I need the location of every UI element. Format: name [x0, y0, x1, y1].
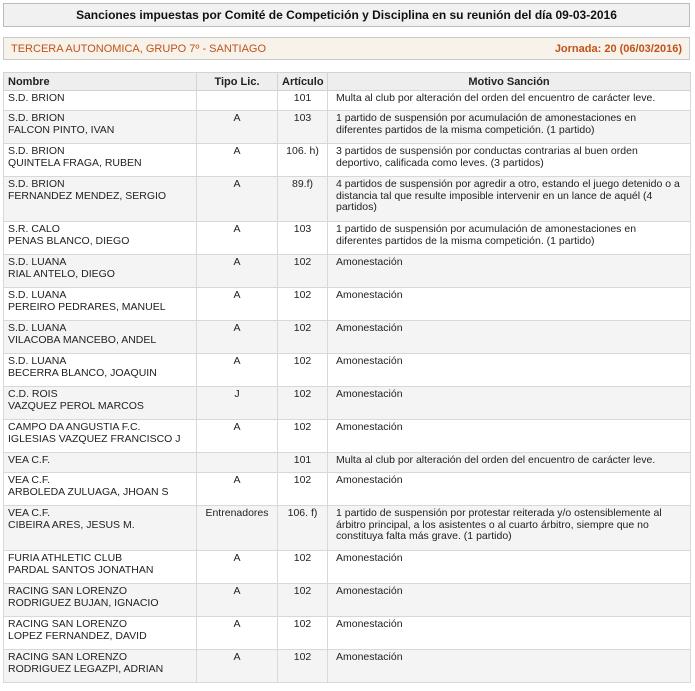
cell-nombre: [4, 177, 197, 222]
cell-tipo-licencia: [197, 453, 278, 473]
club-name: S.D. BRION: [8, 146, 65, 157]
cell-nombre: [4, 321, 197, 354]
cell-motivo-sancion: Amonestación: [328, 420, 691, 453]
cell-nombre: [4, 91, 197, 111]
cell-tipo-licencia: A: [197, 255, 278, 288]
cell-tipo-licencia: A: [197, 177, 278, 222]
cell-tipo-licencia: Entrenadores: [197, 506, 278, 551]
player-name: RODRIGUEZ BUJAN, IGNACIO: [8, 597, 159, 609]
cell-nombre: [4, 420, 197, 453]
cell-nombre: [4, 144, 197, 177]
cell-nombre: [4, 506, 197, 551]
cell-articulo: 103: [278, 222, 328, 255]
player-name: BECERRA BLANCO, JOAQUIN: [8, 367, 157, 379]
player-name: PARDAL SANTOS JONATHAN: [8, 564, 154, 576]
player-name: FALCON PINTO, IVAN: [8, 124, 115, 136]
cell-tipo-licencia: A: [197, 354, 278, 387]
cell-nombre: [4, 473, 197, 506]
cell-motivo-sancion: 1 partido de suspensión por acumulación de amonestaciones en diferentes partidos de la misma competición. (1 partido): [328, 222, 691, 255]
table-row: [4, 288, 691, 321]
cell-articulo: 106. h): [278, 144, 328, 177]
player-name: VAZQUEZ PEROL MARCOS: [8, 400, 144, 412]
cell-articulo: 102: [278, 650, 328, 683]
club-name: VEA C.F.: [8, 508, 51, 519]
table-row: [4, 420, 691, 453]
table-header-row: [4, 73, 691, 91]
player-name: VILACOBA MANCEBO, ANDEL: [8, 334, 157, 346]
page-title: [3, 3, 690, 27]
club-name: S.D. BRION: [8, 113, 65, 124]
cell-tipo-licencia: A: [197, 288, 278, 321]
column-header-motivo: Motivo Sanción: [328, 73, 691, 91]
table-row: [4, 91, 691, 111]
cell-nombre: [4, 453, 197, 473]
player-name: RIAL ANTELO, DIEGO: [8, 268, 115, 280]
cell-articulo: 106. f): [278, 506, 328, 551]
cell-tipo-licencia: A: [197, 650, 278, 683]
cell-tipo-licencia: A: [197, 144, 278, 177]
cell-articulo: 102: [278, 473, 328, 506]
club-name: RACING SAN LORENZO: [8, 652, 128, 663]
cell-articulo: 102: [278, 288, 328, 321]
table-row: [4, 650, 691, 683]
cell-tipo-licencia: A: [197, 551, 278, 584]
cell-articulo: 102: [278, 551, 328, 584]
cell-motivo-sancion: Amonestación: [328, 354, 691, 387]
cell-nombre: [4, 354, 197, 387]
cell-motivo-sancion: Multa al club por alteración del orden del encuentro de carácter leve.: [328, 453, 691, 473]
player-name: ARBOLEDA ZULUAGA, JHOAN S: [8, 486, 169, 498]
club-name: FURIA ATHLETIC CLUB: [8, 553, 123, 564]
cell-nombre: [4, 222, 197, 255]
cell-motivo-sancion: Amonestación: [328, 650, 691, 683]
club-name: RACING SAN LORENZO: [8, 619, 128, 630]
cell-articulo: 102: [278, 420, 328, 453]
table-row: [4, 111, 691, 144]
player-name: QUINTELA FRAGA, RUBEN: [8, 157, 142, 169]
cell-tipo-licencia: A: [197, 473, 278, 506]
club-name: VEA C.F.: [8, 455, 51, 466]
player-name: FERNANDEZ MENDEZ, SERGIO: [8, 190, 167, 202]
club-name: C.D. ROIS: [8, 389, 58, 400]
cell-nombre: [4, 551, 197, 584]
cell-tipo-licencia: [197, 91, 278, 111]
cell-motivo-sancion: Amonestación: [328, 387, 691, 420]
cell-motivo-sancion: Amonestación: [328, 617, 691, 650]
club-name: S.D. LUAÑA: [8, 323, 67, 334]
club-name: S.D. BRION: [8, 93, 65, 104]
club-name: CAMPO DA ANGUSTIA F.C.: [8, 422, 141, 433]
cell-articulo: 89.f): [278, 177, 328, 222]
table-row: [4, 177, 691, 222]
club-name: RACING SAN LORENZO: [8, 586, 128, 597]
table-row: [4, 255, 691, 288]
jornada-label: Jornada: 20 (06/03/2016): [554, 42, 682, 55]
club-name: S.D. LUAÑA: [8, 290, 67, 301]
cell-articulo: 102: [278, 321, 328, 354]
table-row: [4, 551, 691, 584]
group-name: TERCERA AUTONOMICA, GRUPO 7º - SANTIAGO: [11, 42, 267, 55]
club-name: S.D. BRION: [8, 179, 65, 190]
cell-tipo-licencia: J: [197, 387, 278, 420]
player-name: CIBEIRA ARES, JESUS M.: [8, 519, 135, 531]
table-row: [4, 506, 691, 551]
cell-articulo: 102: [278, 255, 328, 288]
table-row: [4, 453, 691, 473]
cell-tipo-licencia: A: [197, 584, 278, 617]
cell-motivo-sancion: Amonestación: [328, 288, 691, 321]
cell-motivo-sancion: Amonestación: [328, 551, 691, 584]
cell-articulo: 102: [278, 354, 328, 387]
table-row: [4, 473, 691, 506]
club-name: S.D. LUAÑA: [8, 356, 67, 367]
cell-tipo-licencia: A: [197, 321, 278, 354]
table-row: [4, 617, 691, 650]
column-header-tipo: Tipo Lic.: [197, 73, 278, 91]
group-header: [3, 37, 690, 60]
sanctions-table: [3, 72, 691, 683]
cell-nombre: [4, 584, 197, 617]
cell-motivo-sancion: Multa al club por alteración del orden del encuentro de carácter leve.: [328, 91, 691, 111]
column-header-articulo: Artículo: [278, 73, 328, 91]
cell-nombre: [4, 387, 197, 420]
page-title-text: Sanciones impuestas por Comité de Competición y Disciplina en su reunión del día 09-03-2016: [76, 8, 617, 22]
cell-nombre: [4, 650, 197, 683]
table-body: [4, 91, 691, 683]
table-row: [4, 584, 691, 617]
cell-articulo: 102: [278, 584, 328, 617]
cell-motivo-sancion: Amonestación: [328, 321, 691, 354]
cell-articulo: 101: [278, 453, 328, 473]
player-name: IGLESIAS VAZQUEZ FRANCISCO J: [8, 433, 181, 445]
player-name: RODRIGUEZ LEGAZPI, ADRIAN: [8, 663, 164, 675]
cell-tipo-licencia: A: [197, 111, 278, 144]
cell-articulo: 103: [278, 111, 328, 144]
table-row: [4, 321, 691, 354]
club-name: S.R. CALO: [8, 224, 60, 235]
club-name: S.D. LUAÑA: [8, 257, 67, 268]
cell-nombre: [4, 617, 197, 650]
player-name: LOPEZ FERNANDEZ, DAVID: [8, 630, 147, 642]
cell-articulo: 102: [278, 617, 328, 650]
cell-nombre: [4, 111, 197, 144]
cell-nombre: [4, 255, 197, 288]
cell-nombre: [4, 288, 197, 321]
column-header-nombre: Nombre: [4, 73, 197, 91]
club-name: VEA C.F.: [8, 475, 51, 486]
table-row: [4, 222, 691, 255]
player-name: PEREIRO PEDRARES, MANUEL: [8, 301, 166, 313]
cell-motivo-sancion: Amonestación: [328, 255, 691, 288]
cell-motivo-sancion: 3 partidos de suspensión por conductas contrarias al buen orden deportivo, calificada como leves. (3 partidos): [328, 144, 691, 177]
cell-tipo-licencia: A: [197, 420, 278, 453]
cell-articulo: 101: [278, 91, 328, 111]
cell-motivo-sancion: Amonestación: [328, 584, 691, 617]
cell-motivo-sancion: 1 partido de suspensión por protestar reiterada y/o ostensiblemente al árbitro principal, a los asistentes o al cuarto árbitro, siempre que no constituya falta más grave. (1 partido): [328, 506, 691, 551]
table-row: [4, 144, 691, 177]
cell-motivo-sancion: 1 partido de suspensión por acumulación de amonestaciones en diferentes partidos de la misma competición. (1 partido): [328, 111, 691, 144]
player-name: PENAS BLANCO, DIEGO: [8, 235, 130, 247]
cell-articulo: 102: [278, 387, 328, 420]
cell-motivo-sancion: Amonestación: [328, 473, 691, 506]
table-row: [4, 354, 691, 387]
cell-tipo-licencia: A: [197, 222, 278, 255]
table-row: [4, 387, 691, 420]
cell-tipo-licencia: A: [197, 617, 278, 650]
cell-motivo-sancion: 4 partidos de suspensión por agredir a otro, estando el juego detenido o a distancia tal que resulte imposible intervenir en un lance de aquél (4 partidos): [328, 177, 691, 222]
